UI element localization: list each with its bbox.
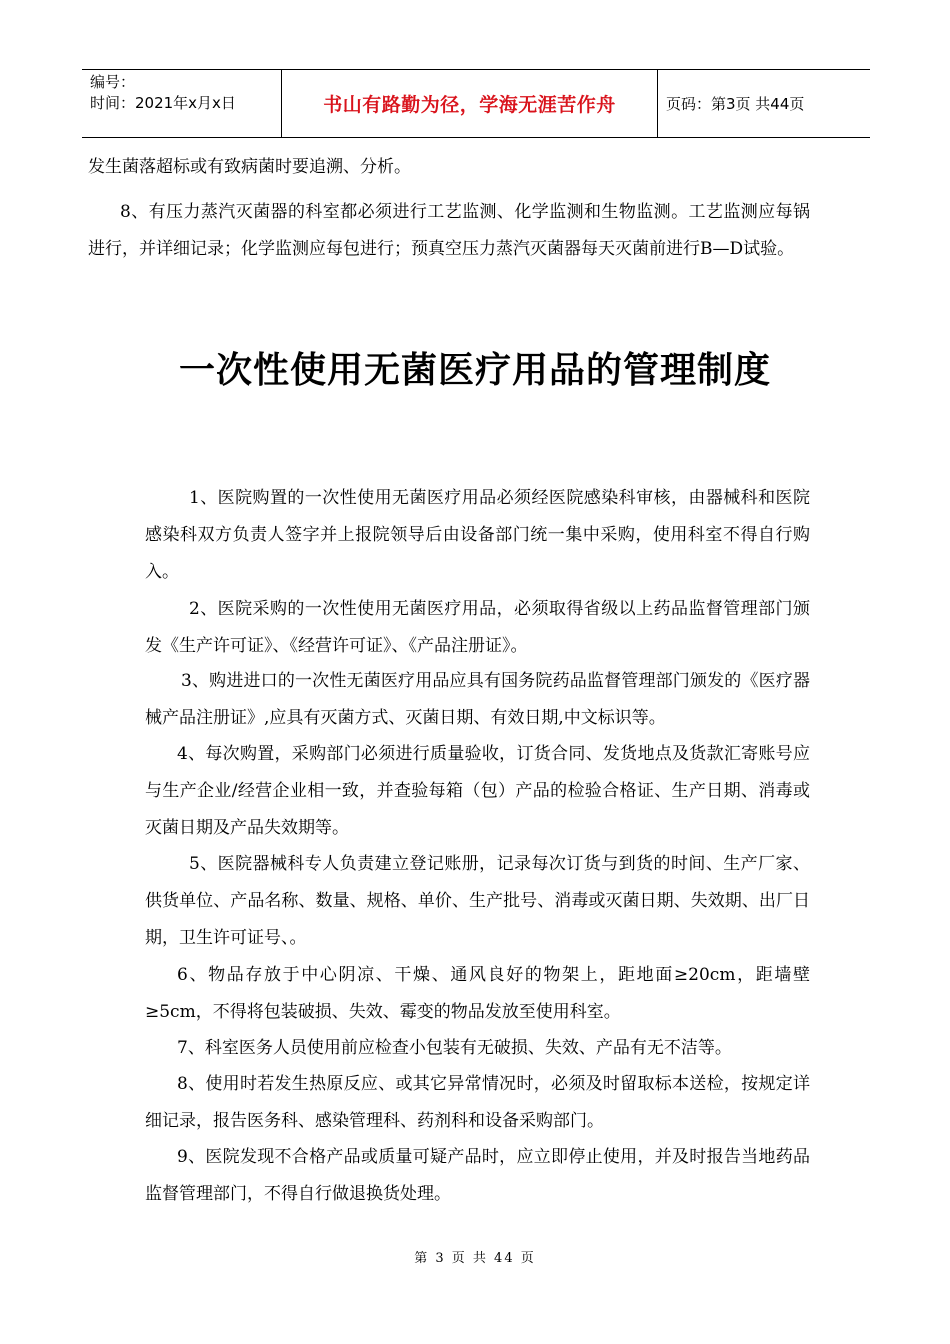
list-item-2: 2、医院采购的一次性使用无菌医疗用品，必须取得省级以上药品监督管理部门颁发《生产许可证》、《经营许可证》、《产品注册证》。 (145, 599, 810, 656)
paragraph-item-8-top: 8、有压力蒸汽灭菌器的科室都必须进行工艺监测、化学监测和生物监测。工艺监测应每锅进行，并详细记录；化学监测应每包进行；预真空压力蒸汽灭菌器每天灭菌前进行B—D试验。 (88, 202, 810, 259)
list-item-1: 1、医院购置的一次性使用无菌医疗用品必须经医院感染科审核，由器械科和医院感染科双方负责人签字并上报院领导后由设备部门统一集中采购，使用科室不得自行购入。 (145, 488, 810, 582)
time-label: 时间：2021年x月x日 (90, 94, 236, 112)
list-item-7: 7、科室医务人员使用前应检查小包装有无破损、失效、产品有无不洁等。 (177, 1038, 732, 1058)
header-motto: 书山有路勤为径，学海无涯苦作舟 (282, 70, 658, 137)
list-item-8: 8、使用时若发生热原反应、或其它异常情况时，必须及时留取标本送检，按规定详细记录，报告医务科、感染管理科、药剂科和设备采购部门。 (145, 1074, 810, 1131)
page-footer: 第 3 页 共 44 页 (414, 1251, 536, 1266)
list-item-4: 4、每次购置，采购部门必须进行质量验收，订货合同、发货地点及货款汇寄账号应与生产企业/经营企业相一致，并查验每箱（包）产品的检验合格证、生产日期、消毒或灭菌日期及产品失效期等。 (145, 744, 810, 838)
header-page-info: 页码：第3页 共44页 (666, 95, 805, 113)
serial-label: 编号： (90, 73, 136, 91)
list-item-6: 6、物品存放于中心阴凉、干燥、通风良好的物架上，距地面≥20cm，距墙壁≥5cm，不得将包装破损、失效、霉变的物品发放至使用科室。 (145, 965, 810, 1022)
list-item-5: 5、医院器械科专人负责建立登记账册，记录每次订货与到货的时间、生产厂家、供货单位、产品名称、数量、规格、单价、生产批号、消毒或灭菌日期、失效期、出厂日期，卫生许可证号、。 (145, 854, 810, 948)
list-item-3: 3、购进进口的一次性无菌医疗用品应具有国务院药品监督管理部门颁发的《医疗器械产品注册证》,应具有灭菌方式、灭菌日期、有效日期,中文标识等。 (145, 671, 810, 728)
paragraph-continued: 发生菌落超标或有致病菌时要追溯、分析。 (88, 157, 411, 177)
page-header (82, 69, 870, 138)
page-title: 一次性使用无菌医疗用品的管理制度 (178, 350, 771, 391)
list-item-9: 9、医院发现不合格产品或质量可疑产品时，应立即停止使用，并及时报告当地药品监督管理部门，不得自行做退换货处理。 (145, 1147, 810, 1204)
header-meta (82, 70, 282, 137)
